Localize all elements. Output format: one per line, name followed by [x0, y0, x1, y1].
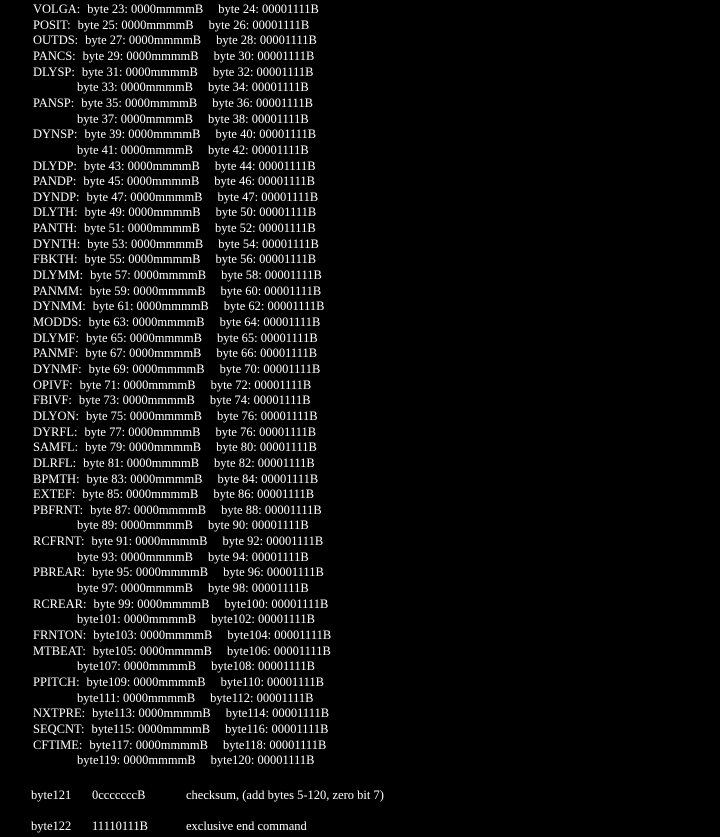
parameter-label: PANTH: — [33, 221, 77, 236]
parameter-second-byte: byte 54: 00001111B — [218, 236, 319, 251]
parameter-second-byte: byte 50: 00001111B — [215, 205, 317, 220]
parameter-label: OPIVF: — [33, 377, 73, 392]
parameter-row — [33, 237, 319, 252]
parameter-first-byte: byte117: 0000mmmmB — [89, 737, 208, 752]
parameter-row — [33, 127, 316, 142]
parameter-row — [33, 534, 323, 549]
parameter-row — [33, 18, 309, 33]
parameter-first-byte: byte103: 0000mmmmB — [93, 628, 213, 642]
parameter-label: DYRFL: — [33, 424, 78, 439]
parameter-row — [77, 518, 309, 533]
parameter-label: VOLGA: — [33, 2, 81, 16]
footer-byte-description: exclusive end command — [186, 819, 307, 833]
parameter-second-byte: byte 60: 00001111B — [220, 283, 322, 298]
parameter-first-byte: byte 75: 0000mmmmB — [85, 408, 202, 423]
parameter-first-byte: byte 81: 0000mmmmB — [83, 455, 200, 470]
parameter-row — [33, 331, 318, 346]
parameter-first-byte: byte 89: 0000mmmmB — [77, 518, 193, 533]
parameter-label: PBFRNT: — [33, 502, 84, 517]
parameter-second-byte: byte116: 00001111B — [225, 721, 329, 736]
parameter-label: DLYDP: — [33, 158, 77, 173]
parameter-second-byte: byte 47: 00001111B — [217, 189, 319, 204]
parameter-row — [33, 440, 317, 455]
parameter-row — [33, 722, 328, 737]
parameter-first-byte: byte 37: 0000mmmmB — [77, 111, 193, 126]
parameter-row — [33, 33, 317, 48]
parameter-row — [33, 346, 317, 361]
footer-byte-label: byte121 — [31, 788, 72, 802]
parameter-row — [33, 284, 321, 299]
parameter-first-byte: byte 73: 0000mmmmB — [78, 393, 195, 408]
parameter-first-byte: byte 41: 0000mmmmB — [77, 142, 193, 157]
footer-byte-value: 0cccccccB — [92, 788, 146, 802]
parameter-first-byte: byte109: 0000mmmmB — [86, 674, 206, 689]
parameter-row — [33, 628, 331, 643]
parameter-first-byte: byte115: 0000mmmmB — [91, 721, 211, 736]
parameter-second-byte: byte102: 00001111B — [211, 612, 315, 627]
parameter-row — [33, 205, 316, 220]
parameter-row — [33, 425, 316, 440]
parameter-second-byte: byte100: 00001111B — [224, 596, 329, 611]
parameter-first-byte: byte105: 0000mmmmB — [92, 643, 212, 658]
parameter-label: DLYMF: — [33, 330, 79, 345]
parameter-second-byte: byte 70: 00001111B — [219, 361, 321, 376]
parameter-row — [33, 503, 322, 518]
parameter-label: DLYTH: — [33, 205, 78, 220]
parameter-first-byte: byte 31: 0000mmmmB — [81, 64, 198, 79]
parameter-row — [33, 159, 316, 174]
parameter-first-byte: byte 77: 0000mmmmB — [84, 424, 201, 439]
parameter-second-byte: byte118: 00001111B — [222, 737, 327, 752]
parameter-second-byte: byte 32: 00001111B — [212, 64, 314, 79]
parameter-first-byte: byte 79: 0000mmmmB — [85, 440, 202, 455]
parameter-second-byte: byte114: 00001111B — [225, 706, 330, 721]
parameter-second-byte: byte 64: 00001111B — [219, 315, 321, 329]
parameter-second-byte: byte 88: 00001111B — [221, 502, 322, 517]
parameter-row — [33, 456, 315, 471]
parameter-first-byte: byte 69: 0000mmmmB — [88, 361, 205, 376]
parameter-label: DYNSP: — [33, 127, 78, 142]
parameter-first-byte: byte113: 0000mmmmB — [92, 706, 211, 721]
parameter-first-byte: byte 63: 0000mmmmB — [88, 315, 205, 329]
parameter-second-byte: byte 94: 00001111B — [207, 549, 309, 564]
parameter-row — [33, 96, 313, 111]
parameter-second-byte: byte 34: 00001111B — [207, 80, 309, 95]
parameter-row — [33, 565, 324, 580]
parameter-first-byte: byte 25: 0000mmmmB — [77, 17, 194, 32]
parameter-second-byte: byte 82: 00001111B — [214, 455, 315, 470]
footer-byte-description: checksum, (add bytes 5-120, zero bit 7) — [186, 788, 384, 802]
parameter-first-byte: byte 57: 0000mmmmB — [90, 268, 207, 283]
parameter-row — [33, 597, 328, 612]
parameter-row — [77, 550, 309, 565]
parameter-row — [33, 299, 324, 314]
parameter-second-byte: byte 76: 00001111B — [215, 424, 317, 439]
parameter-row — [33, 644, 331, 659]
parameter-label: DLRFL: — [33, 455, 77, 470]
parameter-second-byte: byte 96: 00001111B — [223, 565, 324, 580]
parameter-first-byte: byte 83: 0000mmmmB — [86, 471, 203, 486]
parameter-row — [77, 612, 315, 627]
parameter-second-byte: byte 30: 00001111B — [213, 48, 315, 63]
parameter-label: RCREAR: — [33, 596, 87, 611]
parameter-first-byte: byte 47: 0000mmmmB — [86, 189, 203, 204]
parameter-label: PANSP: — [33, 95, 75, 110]
parameter-second-byte: byte108: 00001111B — [211, 659, 315, 674]
parameter-second-byte: byte 26: 00001111B — [208, 17, 310, 32]
parameter-row — [33, 675, 324, 690]
parameter-row — [33, 378, 311, 393]
parameter-second-byte: byte 92: 00001111B — [222, 534, 324, 549]
parameter-second-byte: byte 36: 00001111B — [212, 95, 313, 110]
footer-byte-value: 11110111B — [92, 819, 149, 833]
parameter-second-byte: byte120: 00001111B — [210, 753, 315, 768]
parameter-label: DLYON: — [33, 408, 79, 423]
parameter-second-byte: byte 62: 00001111B — [223, 299, 325, 314]
parameter-row — [77, 143, 309, 158]
parameter-second-byte: byte 38: 00001111B — [207, 111, 309, 126]
parameter-second-byte: byte 40: 00001111B — [215, 127, 317, 142]
parameter-label: PPITCH: — [33, 674, 80, 689]
parameter-second-byte: byte104: 00001111B — [227, 628, 332, 642]
parameter-label: DLYMM: — [33, 268, 84, 283]
parameter-label: EXTEF: — [33, 487, 76, 502]
parameter-row — [33, 487, 314, 502]
parameter-second-byte: byte 46: 00001111B — [214, 174, 315, 189]
parameter-row — [33, 268, 322, 283]
parameter-first-byte: byte 51: 0000mmmmB — [84, 221, 200, 236]
parameter-row — [33, 2, 319, 17]
parameter-row — [33, 738, 326, 753]
parameter-row — [33, 65, 314, 80]
parameter-row — [33, 362, 320, 377]
parameter-row — [33, 393, 311, 408]
parameter-first-byte: byte 91: 0000mmmmB — [91, 534, 208, 549]
parameter-row — [77, 691, 314, 706]
parameter-first-byte: byte 67: 0000mmmmB — [85, 346, 202, 361]
parameter-label: POSIT: — [33, 17, 71, 32]
parameter-label: BPMTH: — [33, 471, 80, 486]
parameter-second-byte: byte 90: 00001111B — [207, 518, 309, 533]
parameter-second-byte: byte 72: 00001111B — [210, 377, 312, 392]
parameter-second-byte: byte 28: 00001111B — [216, 33, 317, 48]
parameter-first-byte: byte119: 0000mmmmB — [77, 753, 196, 768]
parameter-first-byte: byte 27: 0000mmmmB — [85, 33, 202, 48]
parameter-label: CFTIME: — [33, 737, 83, 752]
parameter-second-byte: byte 76: 00001111B — [216, 408, 318, 423]
parameter-row — [33, 49, 314, 64]
parameter-label: FRNTON: — [33, 628, 87, 642]
parameter-first-byte: byte 53: 0000mmmmB — [87, 236, 204, 251]
parameter-label: FBKTH: — [33, 252, 78, 267]
parameter-second-byte: byte 84: 00001111B — [217, 471, 319, 486]
parameter-label: NXTPRE: — [33, 706, 86, 721]
parameter-second-byte: byte 58: 00001111B — [221, 268, 322, 283]
parameter-first-byte: byte 35: 0000mmmmB — [81, 95, 198, 110]
parameter-first-byte: byte111: 0000mmmmB — [77, 690, 196, 705]
parameter-label: PANCS: — [33, 48, 76, 63]
parameter-row — [33, 409, 318, 424]
parameter-row — [33, 252, 316, 267]
parameter-second-byte: byte110: 00001111B — [220, 674, 325, 689]
parameter-second-byte: byte 86: 00001111B — [213, 487, 315, 502]
parameter-first-byte: byte 29: 0000mmmmB — [82, 48, 199, 63]
parameter-row — [77, 581, 309, 596]
parameter-row — [77, 753, 314, 768]
parameter-label: DYNTH: — [33, 236, 81, 251]
parameter-first-byte: byte 23: 0000mmmmB — [87, 2, 204, 16]
parameter-label: DYNDP: — [33, 189, 80, 204]
parameter-second-byte: byte 24: 00001111B — [218, 2, 319, 16]
parameter-second-byte: byte 52: 00001111B — [214, 221, 316, 236]
parameter-second-byte: byte 66: 00001111B — [216, 346, 318, 361]
parameter-first-byte: byte101: 0000mmmmB — [77, 612, 197, 627]
parameter-row — [33, 190, 318, 205]
parameter-first-byte: byte 65: 0000mmmmB — [85, 330, 202, 345]
parameter-first-byte: byte 61: 0000mmmmB — [92, 299, 209, 314]
parameter-label: PANMM: — [33, 283, 83, 298]
parameter-label: PANMF: — [33, 346, 79, 361]
parameter-first-byte: byte 85: 0000mmmmB — [82, 487, 199, 502]
parameter-first-byte: byte 43: 0000mmmmB — [83, 158, 200, 173]
parameter-second-byte: byte 74: 00001111B — [209, 393, 311, 408]
parameter-first-byte: byte 97: 0000mmmmB — [77, 581, 193, 596]
parameter-row — [77, 112, 309, 127]
parameter-second-byte: byte 56: 00001111B — [215, 252, 317, 267]
parameter-label: OUTDS: — [33, 33, 79, 48]
parameter-first-byte: byte 71: 0000mmmmB — [79, 377, 196, 392]
parameter-first-byte: byte107: 0000mmmmB — [77, 659, 197, 674]
parameter-label: SEQCNT: — [33, 721, 85, 736]
parameter-row — [33, 706, 329, 721]
parameter-second-byte: byte 80: 00001111B — [216, 440, 317, 455]
parameter-second-byte: byte 44: 00001111B — [214, 158, 316, 173]
parameter-label: SAMFL: — [33, 440, 79, 455]
parameter-second-byte: byte 65: 00001111B — [216, 330, 318, 345]
parameter-label: DYNMM: — [33, 299, 86, 314]
footer-byte-label: byte122 — [31, 819, 72, 833]
parameter-label: MODDS: — [33, 315, 82, 329]
parameter-label: PANDP: — [33, 174, 77, 189]
parameter-first-byte: byte 49: 0000mmmmB — [84, 205, 201, 220]
parameter-first-byte: byte 45: 0000mmmmB — [83, 174, 200, 189]
parameter-first-byte: byte 93: 0000mmmmB — [77, 549, 193, 564]
parameter-row — [33, 221, 316, 236]
parameter-label: PBREAR: — [33, 565, 86, 580]
parameter-label: FBIVF: — [33, 393, 72, 408]
parameter-label: DYNMF: — [33, 361, 82, 376]
parameter-row — [77, 80, 309, 95]
parameter-second-byte: byte112: 00001111B — [210, 690, 314, 705]
parameter-second-byte: byte106: 00001111B — [226, 643, 331, 658]
parameter-first-byte: byte 59: 0000mmmmB — [89, 283, 206, 298]
parameter-first-byte: byte 99: 0000mmmmB — [93, 596, 210, 611]
parameter-first-byte: byte 87: 0000mmmmB — [90, 502, 207, 517]
parameter-label: MTBEAT: — [33, 643, 86, 658]
parameter-first-byte: byte 55: 0000mmmmB — [84, 252, 201, 267]
parameter-label: DLYSP: — [33, 64, 75, 79]
parameter-second-byte: byte 42: 00001111B — [207, 142, 309, 157]
parameter-first-byte: byte 95: 0000mmmmB — [92, 565, 209, 580]
parameter-second-byte: byte 98: 00001111B — [207, 581, 309, 596]
parameter-row — [77, 659, 315, 674]
parameter-row — [33, 315, 320, 330]
parameter-first-byte: byte 33: 0000mmmmB — [77, 80, 193, 95]
parameter-row — [33, 174, 315, 189]
parameter-row — [33, 472, 318, 487]
parameter-label: RCFRNT: — [33, 534, 85, 549]
parameter-first-byte: byte 39: 0000mmmmB — [84, 127, 201, 142]
